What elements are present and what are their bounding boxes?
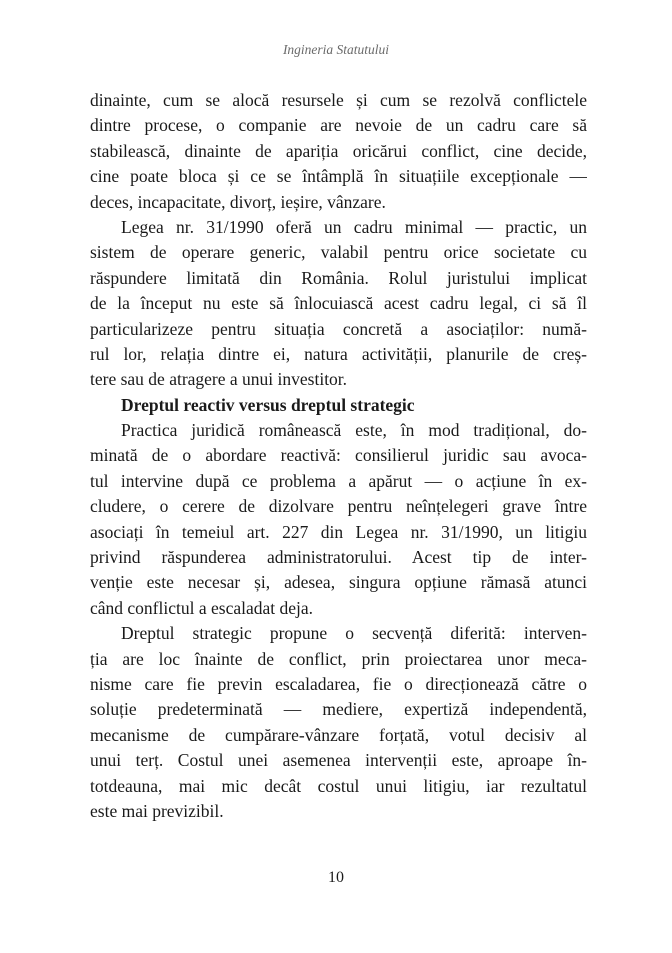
text-line: răspundere limitată din România. Rolul juristului implicat [90, 267, 587, 288]
text-line: particularizeze pentru situația concretă a asociaților: numă- [90, 318, 587, 339]
text-line: soluție predeterminată — mediere, expertiză independentă, [90, 699, 587, 720]
text-line: de la început nu este să înlocuiască acest cadru legal, ci să îl [90, 293, 587, 314]
text-line: asociați în temeiul art. 227 din Legea nr. 31/1990, un litigiu [90, 521, 587, 542]
section-heading [90, 393, 587, 418]
text-line: stabilească, dinainte de apariția oricărui conflict, cine decide, [90, 140, 587, 161]
text-line: dintre procese, o companie are nevoie de un cadru care să [90, 115, 587, 136]
text-line: minată de o abordare reactivă: consilierul juridic sau avoca- [90, 445, 587, 466]
paragraph-2 [90, 215, 587, 393]
text-line: totdeauna, mai mic decât costul unui litigiu, iar rezultatul [90, 775, 587, 796]
text-line: este mai previzibil. [90, 800, 224, 821]
text-line: venție este necesar și, adesea, singura opțiune rămasă atunci [90, 572, 587, 593]
text-line: mecanisme de cumpărare-vânzare forțată, votul decisiv al [90, 724, 587, 745]
paragraph-4 [90, 621, 587, 824]
text-line: Legea nr. 31/1990 oferă un cadru minimal — practic, un [121, 216, 587, 237]
text-line: deces, incapacitate, divorț, ieșire, vânzare. [90, 191, 386, 212]
text-line: nisme care fie previn escaladarea, fie o direcționează către o [90, 673, 587, 694]
text-line: dinainte, cum se alocă resursele și cum se rezolvă conflictele [90, 90, 587, 110]
text-line: privind răspunderea administratorului. Acest tip de inter- [90, 547, 587, 568]
text-line: rul lor, relația dintre ei, natura activității, planurile de creș- [90, 343, 587, 364]
text-line: când conflictul a escaladat deja. [90, 597, 314, 618]
text-line: cine poate bloca și ce se întâmplă în situațiile excepționale — [90, 166, 587, 187]
text-line: unui terț. Costul unei asemenea intervenții este, aproape în- [90, 750, 587, 771]
page-number: 10 [328, 869, 344, 886]
text-line: Practica juridică românească este, în mod tradițional, do- [121, 420, 587, 441]
paragraph-3 [90, 418, 587, 621]
text-line: tere sau de atragere a unui investitor. [90, 369, 348, 390]
body-text [90, 88, 587, 824]
text-line: sistem de operare generic, valabil pentru orice societate cu [90, 242, 587, 263]
heading-text: Dreptul reactiv versus dreptul strategic [121, 394, 415, 415]
text-line: Dreptul strategic propune o secvență diferită: interven- [121, 623, 587, 644]
text-line: cludere, o cerere de dizolvare pentru neînțelegeri grave între [90, 496, 587, 517]
running-header: Ingineria Statutului [282, 42, 390, 57]
text-line: ția are loc înainte de conflict, prin proiectarea unor meca- [90, 648, 587, 669]
text-line: tul intervine după ce problema a apărut — o acțiune în ex- [90, 470, 587, 491]
paragraph-1 [90, 88, 587, 215]
